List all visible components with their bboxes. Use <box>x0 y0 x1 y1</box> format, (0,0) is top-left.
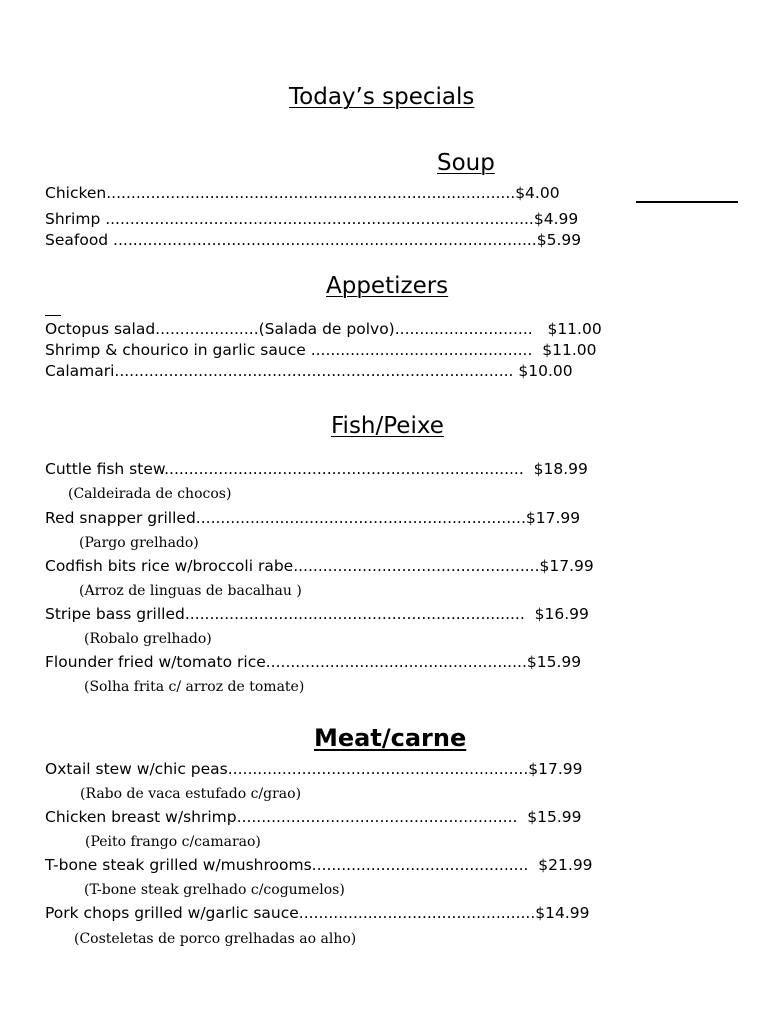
soup-item-shrimp: Shrimp .......................................................................................$4.99 <box>45 210 579 228</box>
soup-heading: Soup <box>437 150 495 176</box>
fish-heading: Fish/Peixe <box>331 413 444 439</box>
soup-item-chicken: Chicken...................................................................................$4.00 <box>45 184 560 202</box>
appetizer-item-octopus: Octopus salad.....................(Salada de polvo)............................ $11.00 <box>45 320 602 338</box>
fish-item: Codfish bits rice w/broccoli rabe..................................................$17.99 <box>45 557 594 575</box>
appetizer-item-shrimp-chourico: Shrimp & chourico in garlic sauce ............................................. $11.00 <box>45 341 597 359</box>
meat-item: Oxtail stew w/chic peas.............................................................$17.99 <box>45 760 583 778</box>
soup-item-seafood: Seafood ......................................................................................$5.99 <box>45 231 582 249</box>
fish-item: Stripe bass grilled..................................................................... $16.99 <box>45 605 589 623</box>
meat-item-translation: (Costeletas de porco grelhadas ao alho) <box>74 931 357 947</box>
meat-heading: Meat/carne <box>314 724 467 752</box>
small-rule <box>45 315 61 316</box>
fish-item: Cuttle fish stew......................................................................... $18.99 <box>45 460 588 478</box>
meat-item-translation: (T-bone steak grelhado c/cogumelos) <box>84 882 345 898</box>
meat-item: T-bone steak grilled w/mushrooms............................................ $21.99 <box>45 856 593 874</box>
fish-item: Red snapper grilled...................................................................$17.99 <box>45 509 581 527</box>
fish-item-translation: (Solha frita c/ arroz de tomate) <box>84 679 305 695</box>
meat-item-translation: (Peito frango c/camarao) <box>85 834 261 850</box>
page-title: Today’s specials <box>289 84 475 110</box>
fish-item: Flounder fried w/tomato rice.....................................................$15.99 <box>45 653 582 671</box>
fish-item-translation: (Pargo grelhado) <box>79 535 199 551</box>
appetizer-item-calamari: Calamari................................................................................. $10.00 <box>45 362 573 380</box>
meat-item-translation: (Rabo de vaca estufado c/grao) <box>80 786 302 802</box>
underline-rule <box>636 201 738 203</box>
fish-item-translation: (Robalo grelhado) <box>84 631 212 647</box>
meat-item: Pork chops grilled w/garlic sauce................................................$14.99 <box>45 904 590 922</box>
appetizers-heading: Appetizers <box>326 273 449 299</box>
meat-item: Chicken breast w/shrimp......................................................... $15.99 <box>45 808 582 826</box>
fish-item-translation: (Arroz de linguas de bacalhau ) <box>79 583 302 599</box>
fish-item-translation: (Caldeirada de chocos) <box>68 486 232 502</box>
